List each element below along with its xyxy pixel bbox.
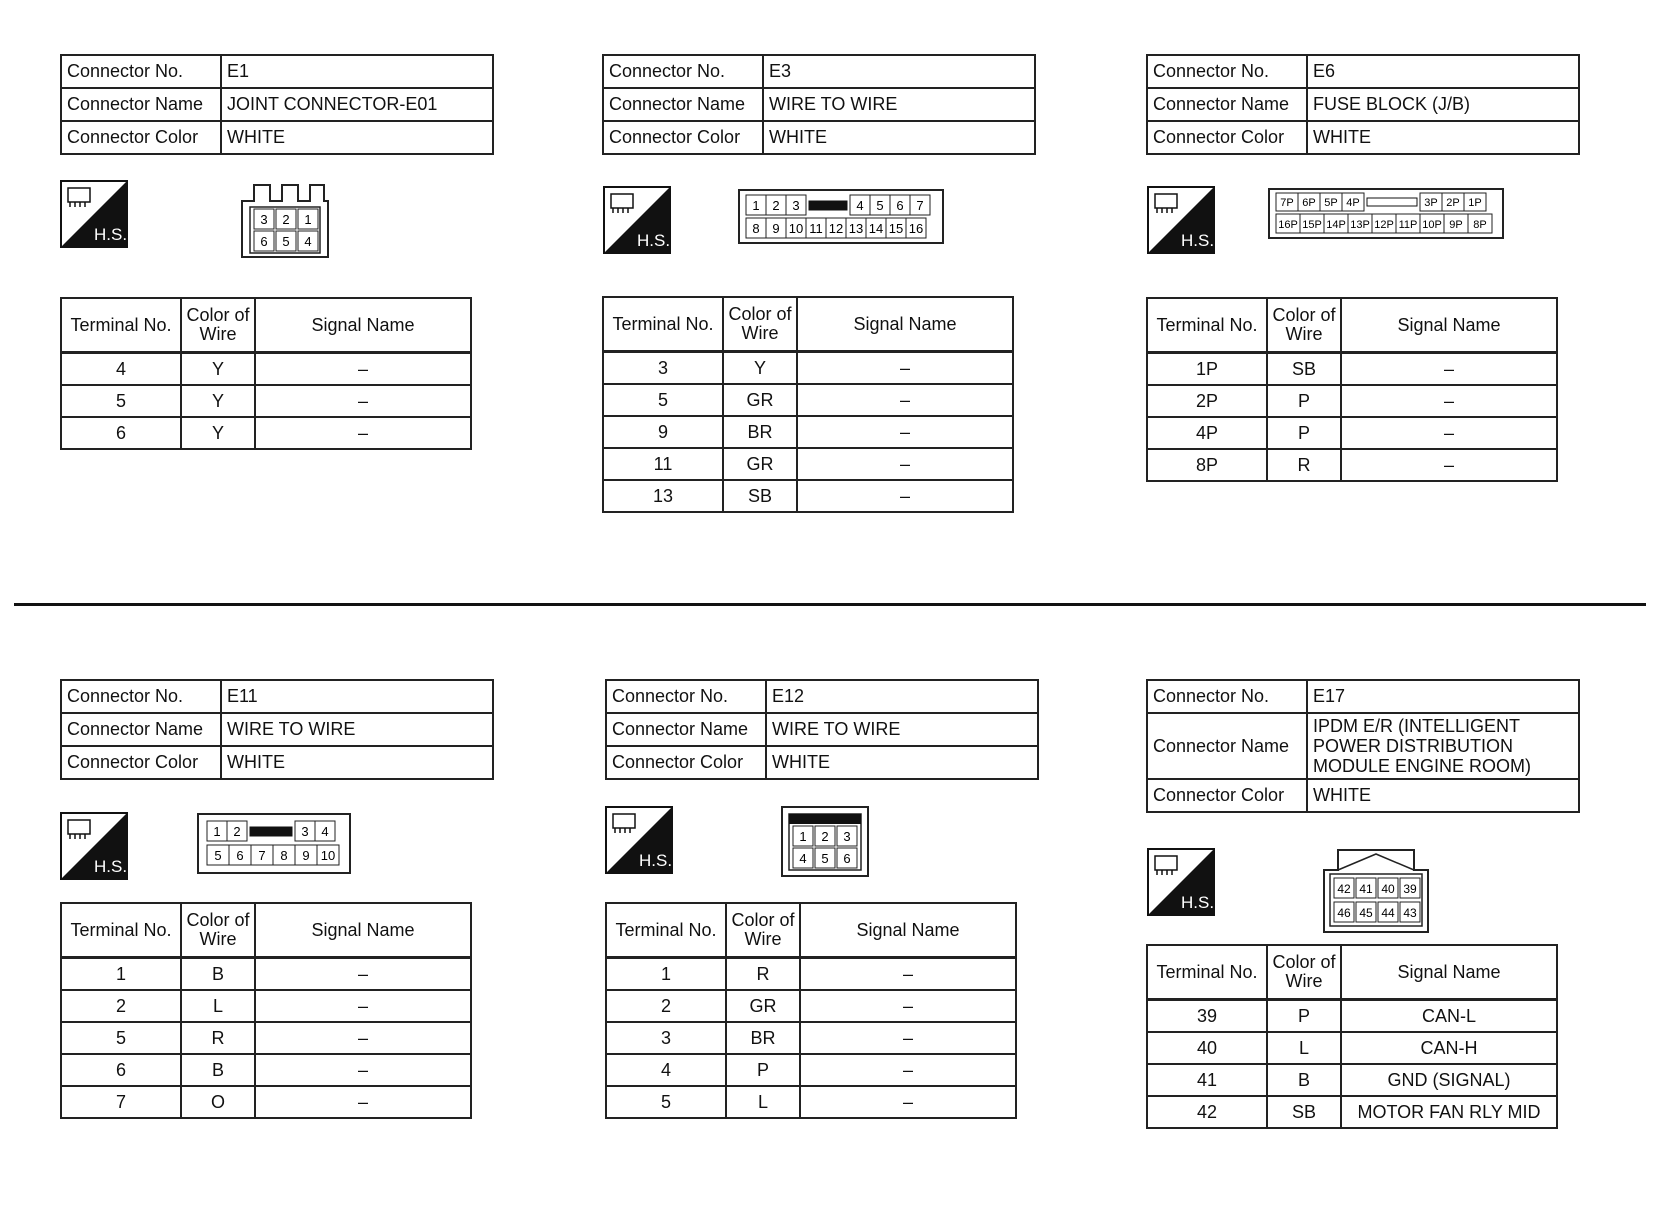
label-connector-color: Connector Color (603, 121, 763, 154)
label-connector-name: Connector Name (61, 88, 221, 121)
header-signal-name: Signal Name (1341, 298, 1557, 353)
connector-info-table (60, 679, 494, 780)
label-connector-no: Connector No. (61, 55, 221, 88)
signal-name-cell: – (255, 958, 471, 991)
pin-label: 42 (1337, 882, 1351, 896)
wire-color-cell: GR (726, 990, 800, 1022)
signal-name-cell: – (1341, 353, 1557, 386)
header-color-of-wire (181, 903, 255, 958)
label-connector-color: Connector Color (1147, 779, 1307, 812)
table-row (61, 417, 471, 449)
pin-label: 6 (260, 234, 268, 249)
table-row (603, 448, 1013, 480)
connector-face-icon (240, 183, 330, 259)
connector-color-value: WHITE (763, 121, 1035, 154)
pin-label: 6 (843, 851, 851, 866)
connector-color-value: WHITE (1307, 779, 1579, 812)
connector-info-table (602, 54, 1036, 155)
header-color-line1: Color of (186, 910, 250, 930)
connector-name-value (1307, 713, 1579, 779)
table-row (606, 958, 1016, 991)
signal-name-cell: – (1341, 385, 1557, 417)
table-row (1147, 1032, 1557, 1064)
connector-e17 (1146, 679, 1580, 813)
pin-label: 2 (821, 829, 829, 844)
pin-label: 8 (752, 221, 760, 236)
header-color-line2: Wire (741, 323, 779, 343)
wire-color-cell: B (181, 958, 255, 991)
header-color-of-wire (726, 903, 800, 958)
terminal-table-e6 (1146, 297, 1558, 482)
label-connector-color: Connector Color (606, 746, 766, 779)
pin-label: 16 (908, 221, 924, 236)
connector-name-value: JOINT CONNECTOR-E01 (221, 88, 493, 121)
signal-name-cell: – (797, 448, 1013, 480)
terminal-no-cell: 5 (606, 1086, 726, 1118)
table-row (1147, 1000, 1557, 1033)
hs-badge-icon (603, 186, 671, 254)
label-connector-name: Connector Name (61, 713, 221, 746)
table-row (606, 1022, 1016, 1054)
wire-color-cell: L (726, 1086, 800, 1118)
header-terminal-no: Terminal No. (603, 297, 723, 352)
wire-color-cell: R (726, 958, 800, 991)
terminal-table-e3 (602, 296, 1014, 513)
wire-color-cell: R (1267, 449, 1341, 481)
connector-e1 (60, 54, 494, 155)
hs-badge-icon (1147, 848, 1215, 916)
wire-color-cell: BR (726, 1022, 800, 1054)
signal-name-cell: – (797, 384, 1013, 416)
pin-label: 2 (233, 824, 241, 839)
pin-label: 4 (799, 851, 807, 866)
terminal-no-cell: 4 (606, 1054, 726, 1086)
terminal-no-cell: 2P (1147, 385, 1267, 417)
pin-label: 7 (916, 198, 924, 213)
pin-label: 9P (1449, 219, 1463, 231)
terminal-no-cell: 5 (61, 385, 181, 417)
terminal-no-cell: 4P (1147, 417, 1267, 449)
terminal-no-cell: 6 (61, 417, 181, 449)
hs-badge-icon (60, 180, 128, 248)
terminal-no-cell: 6 (61, 1054, 181, 1086)
pin-label: 1 (799, 829, 807, 844)
connector-name-value: WIRE TO WIRE (766, 713, 1038, 746)
connector-no-value: E11 (221, 680, 493, 713)
table-row (606, 1054, 1016, 1086)
header-color-line1: Color of (186, 305, 250, 325)
label-connector-color: Connector Color (1147, 121, 1307, 154)
pin-label: 12 (828, 221, 844, 236)
terminal-no-cell: 8P (1147, 449, 1267, 481)
terminal-table-e12 (605, 902, 1017, 1119)
table-row (1147, 353, 1557, 386)
hs-badge-label: H.S. (639, 851, 673, 870)
wire-color-cell: O (181, 1086, 255, 1118)
connector-no-value: E17 (1307, 680, 1579, 713)
connector-no-value: E3 (763, 55, 1035, 88)
connector-name-value: WIRE TO WIRE (221, 713, 493, 746)
wire-color-cell: Y (181, 385, 255, 417)
connector-info-table (1146, 54, 1580, 155)
pin-label: 2 (282, 212, 290, 227)
connector-face-icon (1268, 188, 1504, 240)
pin-label: 5P (1324, 197, 1338, 209)
wire-color-cell: B (1267, 1064, 1341, 1096)
connector-no-value: E12 (766, 680, 1038, 713)
wire-color-cell: P (1267, 1000, 1341, 1033)
header-signal-name: Signal Name (800, 903, 1016, 958)
table-row (61, 385, 471, 417)
header-color-line2: Wire (199, 324, 237, 344)
pin-label: 4 (304, 234, 312, 249)
connector-e6 (1146, 54, 1580, 155)
connector-name-value: WIRE TO WIRE (763, 88, 1035, 121)
pin-label: 10P (1422, 219, 1442, 231)
signal-name-cell: – (1341, 449, 1557, 481)
pin-label: 8 (280, 848, 288, 863)
table-row (603, 480, 1013, 512)
table-row (1147, 417, 1557, 449)
pin-label: 5 (821, 851, 829, 866)
label-connector-no: Connector No. (61, 680, 221, 713)
pin-label: 3 (301, 824, 309, 839)
terminal-no-cell: 3 (606, 1022, 726, 1054)
signal-name-cell: – (800, 1054, 1016, 1086)
connector-color-value: WHITE (221, 121, 493, 154)
pin-label: 16P (1278, 219, 1298, 231)
pin-label: 14 (868, 221, 884, 236)
pin-label: 4P (1346, 197, 1360, 209)
header-terminal-no: Terminal No. (61, 298, 181, 353)
wire-color-cell: Y (181, 353, 255, 386)
label-connector-no: Connector No. (1147, 680, 1307, 713)
terminal-no-cell: 9 (603, 416, 723, 448)
terminal-table-e1 (60, 297, 472, 450)
header-color-line1: Color of (1272, 305, 1336, 325)
pin-label: 8P (1473, 219, 1487, 231)
connector-no-value: E6 (1307, 55, 1579, 88)
terminal-no-cell: 13 (603, 480, 723, 512)
table-row (603, 416, 1013, 448)
pin-label: 9 (772, 221, 780, 236)
pin-label: 13 (848, 221, 864, 236)
pin-label: 6P (1302, 197, 1316, 209)
connector-face-icon (738, 189, 944, 245)
section-divider (14, 603, 1646, 606)
pin-label: 43 (1403, 906, 1417, 920)
connector-color-value: WHITE (1307, 121, 1579, 154)
header-color-line2: Wire (199, 929, 237, 949)
signal-name-cell: – (255, 1022, 471, 1054)
hs-badge-label: H.S. (1181, 231, 1215, 250)
signal-name-cell: – (255, 353, 471, 386)
terminal-no-cell: 1 (61, 958, 181, 991)
terminal-no-cell: 1 (606, 958, 726, 991)
hs-badge-icon (605, 806, 673, 874)
terminal-no-cell: 41 (1147, 1064, 1267, 1096)
pin-label: 11P (1398, 219, 1418, 231)
wire-color-cell: P (1267, 385, 1341, 417)
header-signal-name: Signal Name (255, 903, 471, 958)
label-connector-name: Connector Name (606, 713, 766, 746)
signal-name-cell: – (800, 990, 1016, 1022)
pin-label: 5 (282, 234, 290, 249)
header-signal-name: Signal Name (255, 298, 471, 353)
connector-name-line: POWER DISTRIBUTION (1313, 736, 1514, 756)
pin-label: 44 (1381, 906, 1395, 920)
header-color-line2: Wire (744, 929, 782, 949)
pin-label: 10 (320, 848, 336, 863)
signal-name-cell: – (797, 352, 1013, 385)
connector-e12 (605, 679, 1039, 780)
connector-info-table (605, 679, 1039, 780)
table-row (61, 1086, 471, 1118)
signal-name-cell: – (255, 1086, 471, 1118)
pin-label: 7 (258, 848, 266, 863)
signal-name-cell: – (800, 1022, 1016, 1054)
connector-key-mark (1367, 198, 1417, 206)
pin-label: 1P (1468, 197, 1482, 209)
pin-label: 6 (236, 848, 244, 863)
header-color-of-wire (1267, 298, 1341, 353)
pin-label: 40 (1381, 882, 1395, 896)
pin-label: 41 (1359, 882, 1373, 896)
label-connector-no: Connector No. (1147, 55, 1307, 88)
label-connector-name: Connector Name (603, 88, 763, 121)
connector-face-icon (1322, 848, 1432, 934)
terminal-table-e17 (1146, 944, 1558, 1129)
connector-name-value: FUSE BLOCK (J/B) (1307, 88, 1579, 121)
terminal-no-cell: 2 (61, 990, 181, 1022)
signal-name-cell: – (797, 480, 1013, 512)
terminal-no-cell: 4 (61, 353, 181, 386)
pin-label: 10 (788, 221, 804, 236)
hs-badge-label: H.S. (94, 857, 128, 876)
connector-face-icon (781, 806, 869, 878)
pin-label: 1 (752, 198, 760, 213)
signal-name-cell: – (1341, 417, 1557, 449)
connector-info-table (60, 54, 494, 155)
wire-color-cell: BR (723, 416, 797, 448)
pin-label: 6 (896, 198, 904, 213)
pin-label: 46 (1337, 906, 1351, 920)
pin-label: 12P (1374, 219, 1394, 231)
header-terminal-no: Terminal No. (606, 903, 726, 958)
terminal-no-cell: 5 (61, 1022, 181, 1054)
table-row (61, 958, 471, 991)
wire-color-cell: Y (723, 352, 797, 385)
header-color-of-wire (1267, 945, 1341, 1000)
wire-color-cell: R (181, 1022, 255, 1054)
header-terminal-no: Terminal No. (1147, 298, 1267, 353)
table-row (603, 384, 1013, 416)
connector-name-line: MODULE ENGINE ROOM) (1313, 756, 1532, 776)
signal-name-cell: CAN-H (1341, 1032, 1557, 1064)
signal-name-cell: GND (SIGNAL) (1341, 1064, 1557, 1096)
connector-info-table (1146, 679, 1580, 813)
header-color-of-wire (181, 298, 255, 353)
header-color-line2: Wire (1285, 324, 1323, 344)
pin-label: 7P (1280, 197, 1294, 209)
pin-label: 13P (1350, 219, 1370, 231)
signal-name-cell: CAN-L (1341, 1000, 1557, 1033)
label-connector-name: Connector Name (1147, 88, 1307, 121)
pin-label: 5 (214, 848, 222, 863)
pin-label: 1 (213, 824, 221, 839)
hs-badge-icon (60, 812, 128, 880)
label-connector-color: Connector Color (61, 746, 221, 779)
terminal-no-cell: 42 (1147, 1096, 1267, 1128)
hs-badge-label: H.S. (94, 225, 128, 244)
pin-label: 3 (260, 212, 268, 227)
connector-name-line: IPDM E/R (INTELLIGENT (1313, 716, 1521, 736)
signal-name-cell: – (800, 1086, 1016, 1118)
label-connector-name: Connector Name (1147, 713, 1307, 779)
header-signal-name: Signal Name (1341, 945, 1557, 1000)
table-row (606, 990, 1016, 1022)
signal-name-cell: – (797, 416, 1013, 448)
connector-no-value: E1 (221, 55, 493, 88)
connector-e11 (60, 679, 494, 780)
wire-color-cell: Y (181, 417, 255, 449)
pin-label: 4 (321, 824, 329, 839)
header-color-line2: Wire (1285, 971, 1323, 991)
pin-label: 14P (1326, 219, 1346, 231)
label-connector-no: Connector No. (603, 55, 763, 88)
connector-color-value: WHITE (766, 746, 1038, 779)
pin-label: 4 (856, 198, 864, 213)
header-terminal-no: Terminal No. (61, 903, 181, 958)
table-row (61, 990, 471, 1022)
terminal-no-cell: 39 (1147, 1000, 1267, 1033)
signal-name-cell: MOTOR FAN RLY MID (1341, 1096, 1557, 1128)
pin-label: 11 (809, 221, 823, 236)
table-row (1147, 1064, 1557, 1096)
label-connector-color: Connector Color (61, 121, 221, 154)
hs-badge-label: H.S. (637, 231, 671, 250)
pin-label: 45 (1359, 906, 1373, 920)
connector-color-value: WHITE (221, 746, 493, 779)
wire-color-cell: SB (723, 480, 797, 512)
pin-label: 2 (772, 198, 780, 213)
header-color-line1: Color of (728, 304, 792, 324)
header-color-of-wire (723, 297, 797, 352)
pin-label: 39 (1403, 882, 1417, 896)
signal-name-cell: – (255, 417, 471, 449)
wire-color-cell: GR (723, 448, 797, 480)
terminal-no-cell: 3 (603, 352, 723, 385)
connector-key-mark (250, 827, 292, 836)
hs-badge-label: H.S. (1181, 893, 1215, 912)
hs-badge-icon (1147, 186, 1215, 254)
wire-color-cell: L (1267, 1032, 1341, 1064)
pin-label: 15P (1302, 219, 1322, 231)
connector-key-mark (809, 201, 847, 210)
pin-label: 2P (1446, 197, 1460, 209)
wire-color-cell: B (181, 1054, 255, 1086)
signal-name-cell: – (255, 1054, 471, 1086)
connector-e3 (602, 54, 1036, 155)
wire-color-cell: P (1267, 417, 1341, 449)
terminal-table-e11 (60, 902, 472, 1119)
table-row (1147, 385, 1557, 417)
pin-label: 3 (792, 198, 800, 213)
signal-name-cell: – (255, 385, 471, 417)
terminal-no-cell: 7 (61, 1086, 181, 1118)
pin-label: 1 (304, 212, 312, 227)
table-row (603, 352, 1013, 385)
terminal-no-cell: 1P (1147, 353, 1267, 386)
terminal-no-cell: 40 (1147, 1032, 1267, 1064)
wire-color-cell: SB (1267, 1096, 1341, 1128)
table-row (1147, 449, 1557, 481)
pin-label: 5 (876, 198, 884, 213)
table-row (61, 1054, 471, 1086)
terminal-no-cell: 2 (606, 990, 726, 1022)
signal-name-cell: – (255, 990, 471, 1022)
wire-color-cell: L (181, 990, 255, 1022)
pin-label: 3P (1424, 197, 1438, 209)
wire-color-cell: GR (723, 384, 797, 416)
table-row (1147, 1096, 1557, 1128)
signal-name-cell: – (800, 958, 1016, 991)
terminal-no-cell: 11 (603, 448, 723, 480)
header-color-line1: Color of (1272, 952, 1336, 972)
header-color-line1: Color of (731, 910, 795, 930)
pin-label: 15 (888, 221, 904, 236)
label-connector-no: Connector No. (606, 680, 766, 713)
connector-face-icon (197, 813, 351, 875)
table-row (61, 1022, 471, 1054)
table-row (606, 1086, 1016, 1118)
wire-color-cell: P (726, 1054, 800, 1086)
pin-label: 3 (843, 829, 851, 844)
wire-color-cell: SB (1267, 353, 1341, 386)
table-row (61, 353, 471, 386)
pin-label: 9 (302, 848, 310, 863)
terminal-no-cell: 5 (603, 384, 723, 416)
header-signal-name: Signal Name (797, 297, 1013, 352)
header-terminal-no: Terminal No. (1147, 945, 1267, 1000)
